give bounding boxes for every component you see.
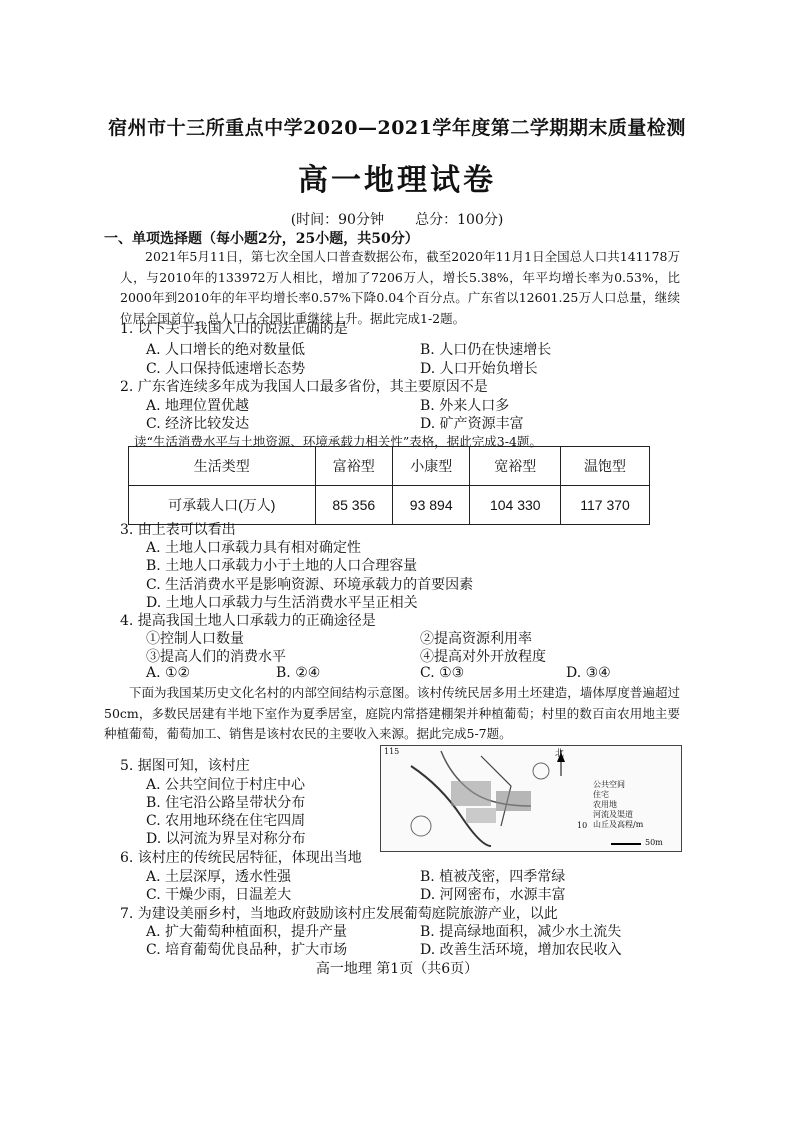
q5-option-a: A. 公共空间位于村庄中心: [146, 777, 306, 793]
legend-item: 公共空间: [593, 780, 625, 789]
table-cell: 117 370: [561, 486, 650, 525]
section-heading: 一、单项选择题（每小题2分，25小题，共50分）: [104, 231, 419, 247]
q1-option-c: C. 人口保持低速增长态势: [146, 361, 306, 377]
table-header-cell: 富裕型: [315, 447, 392, 486]
map-legend: [593, 780, 643, 830]
table-cell: 可承载人口(万人): [129, 486, 316, 525]
q1-option-b: B. 人口仍在快速增长: [420, 342, 552, 358]
q4-option-a: A. ①②: [146, 665, 191, 681]
q5-option-c: C. 农用地环绕在住宅四周: [146, 813, 306, 829]
q4-item-2: ②提高资源利用率: [420, 631, 532, 647]
elevation-label: 10: [577, 821, 588, 830]
q4-option-d: D. ③④: [566, 665, 611, 681]
question-3-stem: 3. 由上表可以看出: [120, 522, 236, 538]
table-intro: 读“生活消费水平与土地资源、环境承载力相关性”表格，据此完成3-4题。: [134, 434, 542, 449]
table-header-row: [129, 447, 650, 486]
question-7-stem: 7. 为建设美丽乡村，当地政府鼓励该村庄发展葡萄庭院旅游产业，以此: [120, 906, 558, 922]
table-header-cell: 小康型: [392, 447, 469, 486]
q7-option-b: B. 提高绿地面积，减少水土流失: [420, 924, 622, 940]
q5-option-b: B. 住宅沿公路呈带状分布: [146, 795, 306, 811]
legend-item: 住宅: [593, 790, 609, 799]
q6-option-c: C. 干燥少雨，日温差大: [146, 887, 292, 903]
table-header-cell: 温饱型: [561, 447, 650, 486]
q4-item-4: ④提高对外开放程度: [420, 649, 546, 665]
table-header-cell: 生活类型: [129, 447, 316, 486]
legend-item: 农用地: [593, 800, 617, 809]
q3-option-c: C. 生活消费水平是影响资源、环境承载力的首要因素: [146, 577, 474, 593]
legend-item: 河流及渠道: [593, 810, 633, 819]
question-1-stem: 1. 以下关于我国人口的说法正确的是: [120, 321, 348, 337]
question-6-stem: 6. 该村庄的传统民居特征，体现出当地: [120, 850, 362, 866]
q2-option-a: A. 地理位置优越: [146, 398, 250, 414]
table-cell: 93 894: [392, 486, 469, 525]
table-cell: 104 330: [470, 486, 561, 525]
q1-option-a: A. 人口增长的绝对数量低: [146, 342, 306, 358]
legend-item: 山丘及高程/m: [593, 820, 644, 829]
q2-option-c: C. 经济比较发达: [146, 416, 250, 432]
table-cell: 85 356: [315, 486, 392, 525]
question-4-stem: 4. 提高我国土地人口承载力的正确途径是: [120, 613, 376, 629]
q6-option-b: B. 植被茂密，四季常绿: [420, 869, 566, 885]
village-map: [380, 745, 682, 852]
question-5-stem: 5. 据图可知，该村庄: [120, 758, 250, 774]
q4-option-b: B. ②④: [276, 665, 321, 681]
page-footer: 高一地理 第1页（共6页）: [315, 961, 479, 977]
q5-option-d: D. 以河流为界呈对称分布: [146, 831, 306, 847]
exam-header-title: 宿州市十三所重点中学2020—2021学年度第二学期期末质量检测: [108, 117, 686, 139]
q4-option-c: C. ①③: [420, 665, 465, 681]
exam-score: 总分：100分): [415, 212, 504, 228]
table-header-cell: 宽裕型: [470, 447, 561, 486]
q2-option-d: D. 矿产资源丰富: [420, 416, 524, 432]
exam-subject-title: 高一地理试卷: [298, 163, 496, 198]
q7-option-d: D. 改善生活环境，增加农民收入: [420, 942, 622, 958]
elevation-label: 115: [384, 747, 400, 756]
q1-option-d: D. 人口开始负增长: [420, 361, 538, 377]
passage-village: 下面为我国某历史文化名村的内部空间结构示意图。该村传统民居多用土坯建造，墙体厚度普遍超过50cm，多数民居建有半地下室作为夏季居室，庭院内常搭建棚架并种植葡萄；村里的数百亩农用地主要种植葡萄，葡萄加工、销售是该村农民的主要收入来源。据此完成5-7题。: [104, 685, 680, 741]
exam-meta: [0, 209, 794, 229]
question-2-stem: 2. 广东省连续多年成为我国人口最多省份，其主要原因不是: [120, 379, 488, 395]
q3-option-a: A. 土地人口承载力具有相对确定性: [146, 540, 362, 556]
q3-option-b: B. 土地人口承载力小于土地的人口合理容量: [146, 558, 418, 574]
north-label: 北: [555, 749, 565, 759]
passage-population: 2021年5月11日，第七次全国人口普查数据公布，截至2020年11月1日全国总人口共141178万人，与2010年的133972万人相比，增加了7206万人，增长5.38%，年平均增长率为0.53%，比2000年到2010年的年平均增长率0.57%下降0.04个百分点。广东省以12601.25万人口总量，继续位居全国首位，总人口占全国比重继续上升。据此完成1-2题。: [120, 249, 680, 326]
q6-option-d: D. 河网密布，水源丰富: [420, 887, 566, 903]
q3-option-d: D. 土地人口承载力与生活消费水平呈正相关: [146, 595, 418, 611]
scale-label: 50m: [645, 838, 663, 847]
exam-time: (时间：90分钟: [290, 212, 384, 228]
q7-option-a: A. 扩大葡萄种植面积，提升产量: [146, 924, 348, 940]
carrying-capacity-table: [128, 446, 650, 525]
q2-option-b: B. 外来人口多: [420, 398, 510, 414]
q7-option-c: C. 培育葡萄优良品种，扩大市场: [146, 942, 348, 958]
q4-item-1: ①控制人口数量: [146, 631, 244, 647]
q4-item-3: ③提高人们的消费水平: [146, 649, 286, 665]
q6-option-a: A. 土层深厚，透水性强: [146, 869, 292, 885]
